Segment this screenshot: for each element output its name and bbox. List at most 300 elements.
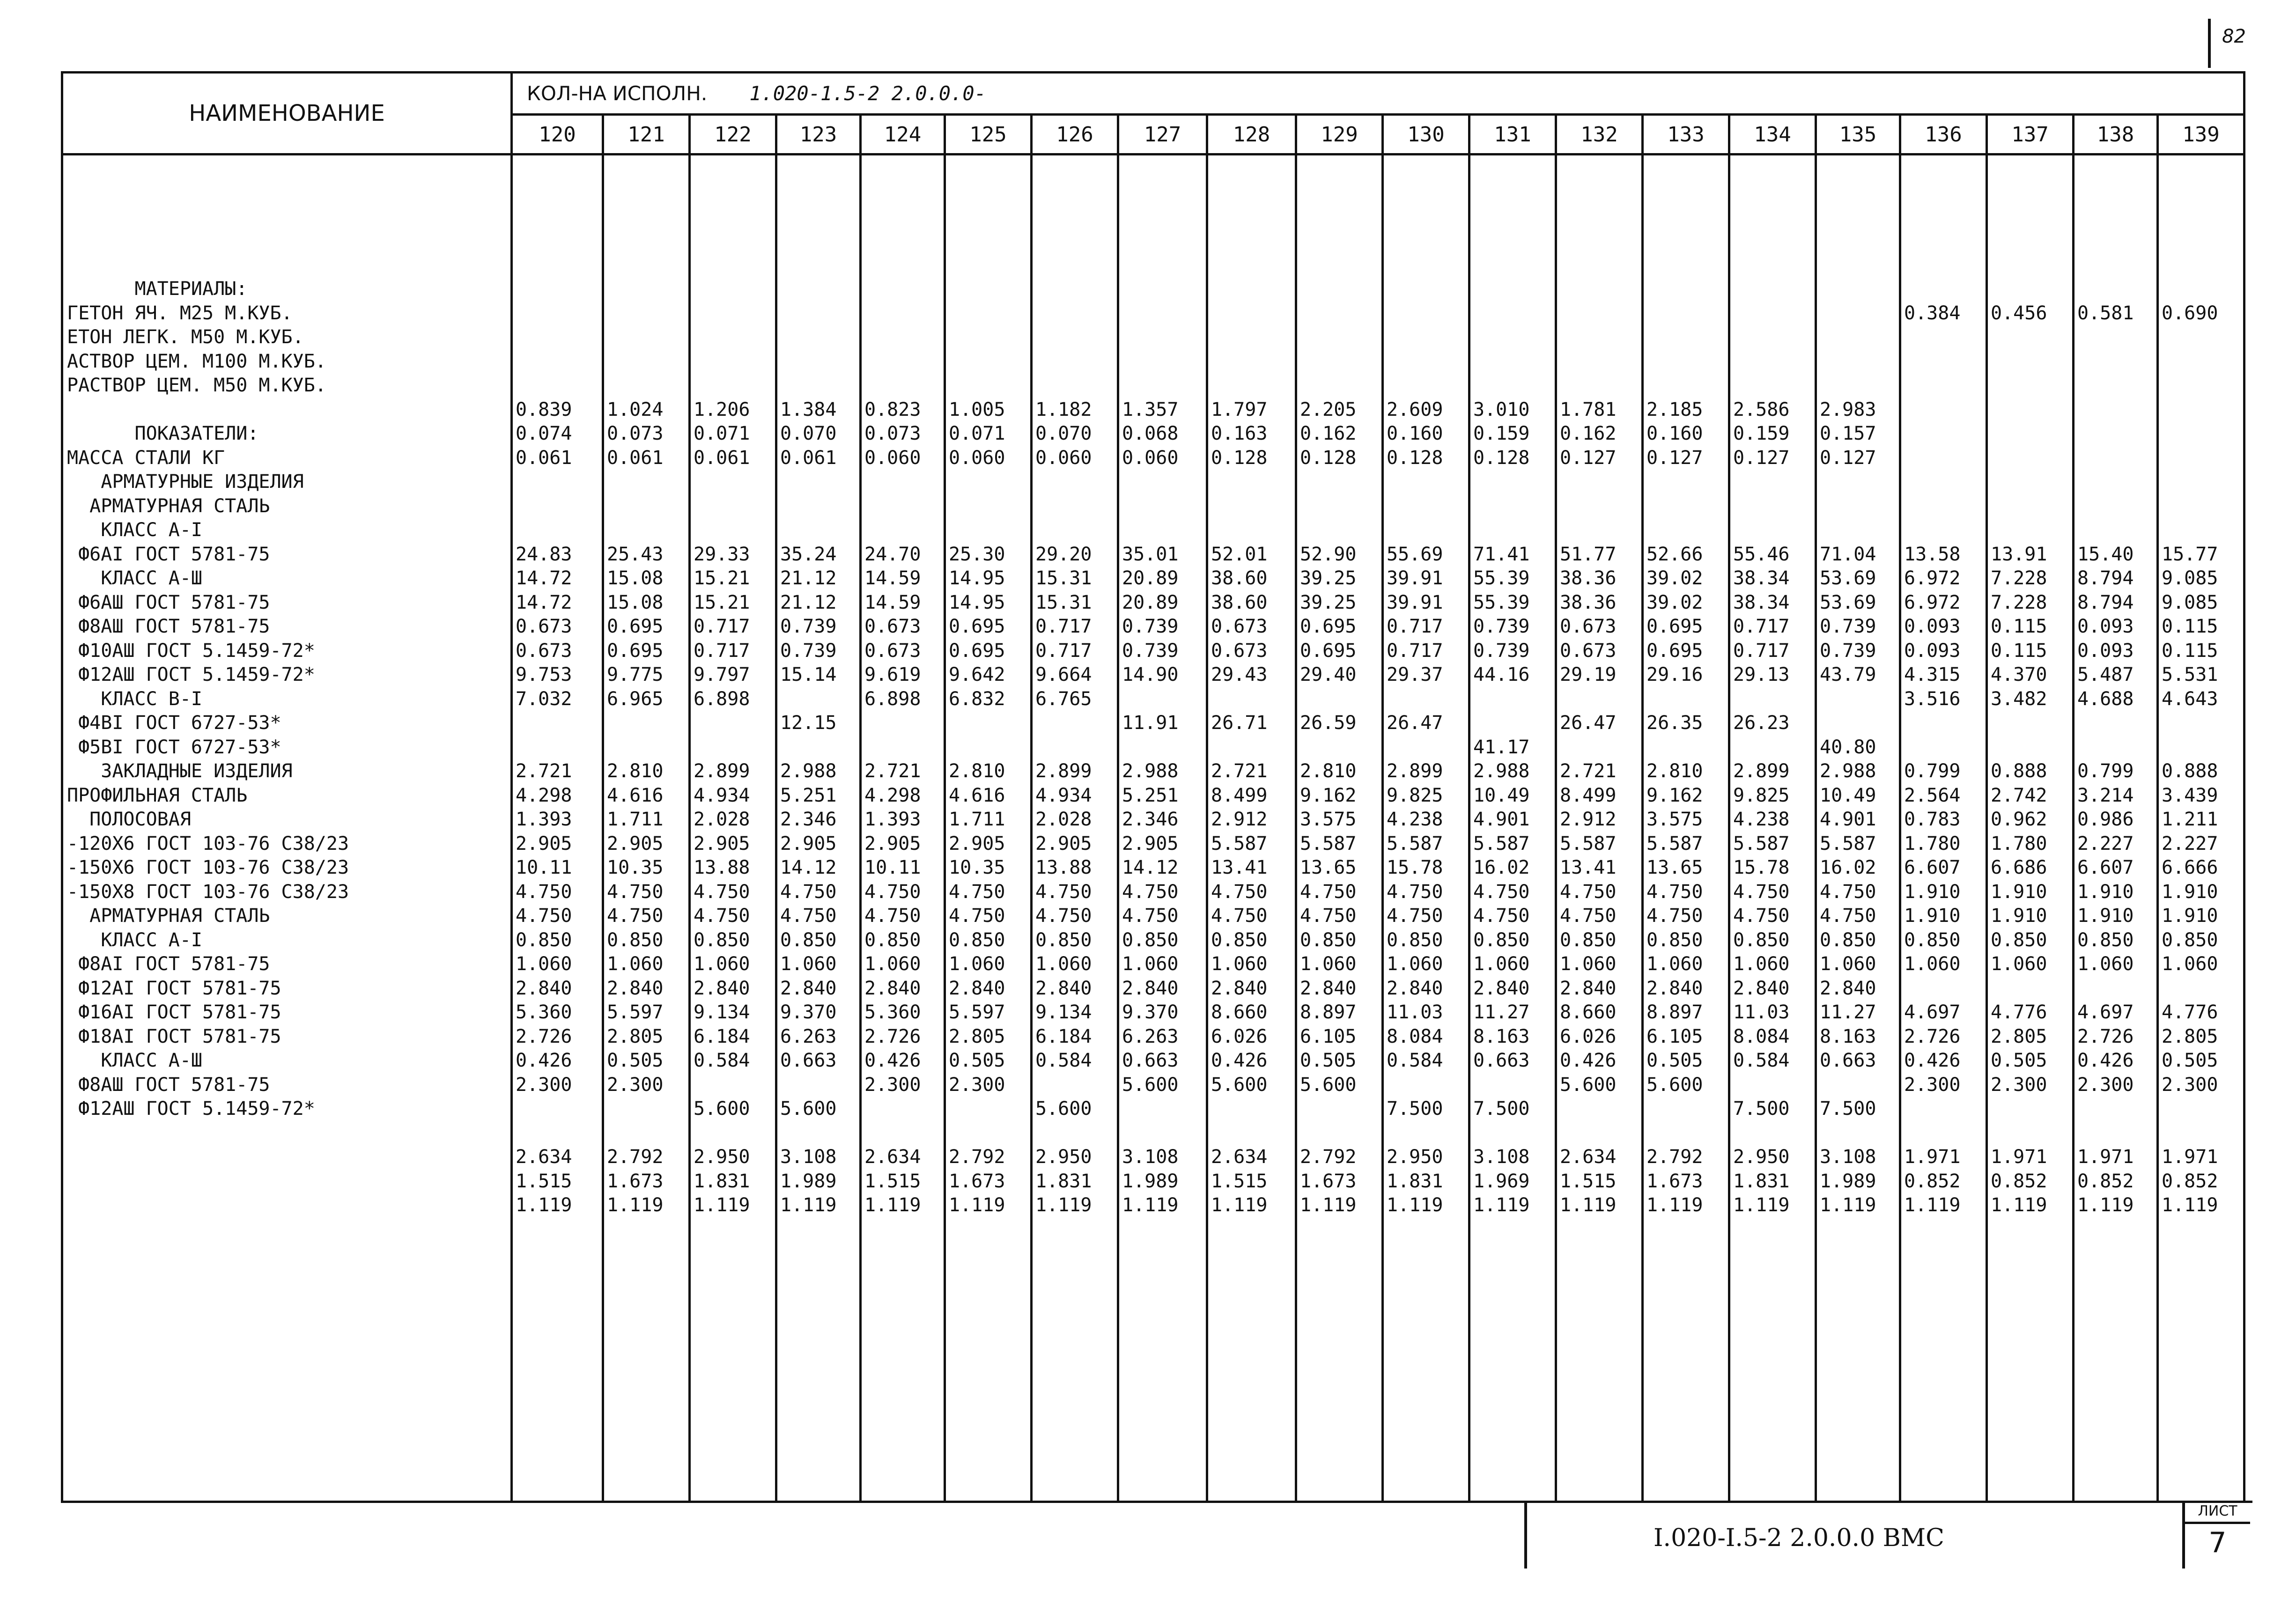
value-cell bbox=[1473, 1073, 1555, 1097]
value-cell bbox=[1991, 277, 2072, 302]
value-cell: 21.12 bbox=[780, 567, 837, 589]
value-cell bbox=[1904, 736, 1986, 760]
value-cell: 0.850 bbox=[2077, 929, 2134, 951]
value-column bbox=[1900, 155, 1987, 1502]
value-cell: 6.105 bbox=[1300, 1025, 1357, 1047]
value-cell bbox=[607, 1121, 688, 1146]
value-column bbox=[1556, 155, 1643, 1502]
value-cell bbox=[2162, 518, 2243, 543]
value-cell: 71.41 bbox=[1473, 543, 1530, 565]
value-cell: 0.159 bbox=[1473, 423, 1530, 444]
value-cell: 1.910 bbox=[2077, 881, 2134, 903]
value-cell: 0.695 bbox=[949, 640, 1005, 662]
value-cell: 2.840 bbox=[949, 977, 1005, 999]
value-cell: 15.40 bbox=[2077, 543, 2134, 565]
value-cell: 6.184 bbox=[694, 1025, 750, 1047]
value-cell bbox=[1904, 711, 1986, 736]
value-cell: 2.634 bbox=[516, 1146, 572, 1168]
value-cell: 0.888 bbox=[2162, 760, 2218, 782]
value-cell: 1.119 bbox=[1473, 1194, 1530, 1216]
value-cell bbox=[1991, 325, 2072, 350]
value-cell: 1.060 bbox=[2162, 953, 2218, 975]
value-cell bbox=[1733, 736, 1815, 760]
value-cell: 0.799 bbox=[2077, 760, 2134, 782]
value-cell bbox=[2077, 1121, 2156, 1146]
value-cell bbox=[1820, 687, 1899, 712]
value-cell: 71.04 bbox=[1820, 543, 1876, 565]
value-cell: 41.17 bbox=[1473, 736, 1530, 758]
value-cell: 5.487 bbox=[2077, 664, 2134, 685]
value-cell: 4.750 bbox=[1211, 881, 1268, 903]
value-cell: 0.850 bbox=[1560, 929, 1617, 951]
value-cell: 8.084 bbox=[1733, 1025, 1790, 1047]
value-cell bbox=[1122, 1097, 1206, 1121]
value-cell bbox=[694, 374, 775, 398]
value-cell: 4.750 bbox=[1560, 881, 1617, 903]
value-cell bbox=[1733, 277, 1815, 302]
value-cell bbox=[1646, 374, 1728, 398]
value-cell bbox=[1473, 711, 1555, 736]
value-cell bbox=[1904, 422, 1986, 446]
row-name bbox=[67, 398, 510, 422]
value-cell: 20.89 bbox=[1122, 567, 1179, 589]
value-cell bbox=[864, 374, 944, 398]
value-cell: 8.794 bbox=[2077, 567, 2134, 589]
value-cell: 0.850 bbox=[516, 929, 572, 951]
value-cell: 2.840 bbox=[1733, 977, 1790, 999]
value-cell bbox=[1473, 302, 1555, 326]
value-cell bbox=[1904, 325, 1986, 350]
value-cell: 2.905 bbox=[694, 832, 750, 854]
row-name: Ф12АI ГОСТ 5781-75 bbox=[67, 977, 281, 999]
value-cell bbox=[780, 1121, 859, 1146]
value-cell: 0.695 bbox=[1300, 616, 1357, 637]
value-cell: 35.01 bbox=[1122, 543, 1179, 565]
value-cell: 15.21 bbox=[694, 567, 750, 589]
value-cell: 8.897 bbox=[1300, 1002, 1357, 1023]
value-cell: 0.426 bbox=[1211, 1050, 1268, 1071]
value-cell: 13.91 bbox=[1991, 543, 2047, 565]
value-cell bbox=[1122, 302, 1206, 326]
value-cell bbox=[1300, 736, 1381, 760]
value-cell: 1.969 bbox=[1473, 1170, 1530, 1192]
value-cell: 0.093 bbox=[1904, 640, 1961, 662]
value-cell: 14.59 bbox=[864, 567, 921, 589]
value-cell: 0.852 bbox=[1904, 1170, 1961, 1192]
value-cell: 2.950 bbox=[1733, 1146, 1790, 1168]
value-cell: 1.711 bbox=[949, 809, 1005, 830]
value-cell: 4.688 bbox=[2077, 688, 2134, 710]
value-cell: 2.792 bbox=[1646, 1146, 1703, 1168]
value-column bbox=[690, 155, 776, 1502]
value-cell: 5.251 bbox=[1122, 784, 1179, 806]
value-cell: 13.65 bbox=[1300, 857, 1357, 878]
value-cell bbox=[694, 494, 775, 519]
column-header: 131 bbox=[1469, 115, 1556, 155]
value-cell: 9.642 bbox=[949, 664, 1005, 685]
value-cell bbox=[1473, 325, 1555, 350]
column-header: 126 bbox=[1032, 115, 1118, 155]
value-cell bbox=[1387, 374, 1468, 398]
value-cell bbox=[864, 470, 944, 494]
value-cell: 5.587 bbox=[1820, 832, 1876, 854]
value-cell bbox=[694, 277, 775, 302]
value-cell bbox=[1300, 350, 1381, 374]
value-cell: 2.840 bbox=[516, 977, 572, 999]
value-cell bbox=[2162, 1097, 2243, 1121]
value-cell: 1.989 bbox=[780, 1170, 837, 1192]
value-cell bbox=[1733, 350, 1815, 374]
value-cell: 38.34 bbox=[1733, 591, 1790, 613]
value-cell: 1.119 bbox=[1035, 1194, 1092, 1216]
value-cell: 6.965 bbox=[607, 688, 664, 710]
value-cell: 4.750 bbox=[607, 881, 664, 903]
value-cell: 8.163 bbox=[1820, 1025, 1876, 1047]
value-cell: 0.717 bbox=[1035, 616, 1092, 637]
value-cell: 1.910 bbox=[1991, 905, 2047, 927]
value-cell: 1.119 bbox=[1387, 1194, 1443, 1216]
value-cell bbox=[1300, 687, 1381, 712]
value-cell bbox=[516, 302, 602, 326]
value-cell bbox=[1991, 374, 2072, 398]
value-cell: 1.119 bbox=[1560, 1194, 1617, 1216]
value-cell: 13.88 bbox=[694, 857, 750, 878]
value-cell bbox=[1300, 302, 1381, 326]
value-cell bbox=[1991, 446, 2072, 471]
value-cell: 0.115 bbox=[1991, 640, 2047, 662]
value-cell: 4.750 bbox=[1035, 881, 1092, 903]
value-cell: 13.58 bbox=[1904, 543, 1961, 565]
value-cell: 2.346 bbox=[1122, 809, 1179, 830]
value-cell bbox=[1820, 711, 1899, 736]
value-cell: 11.03 bbox=[1733, 1002, 1790, 1023]
value-cell: 6.263 bbox=[1122, 1025, 1179, 1047]
value-cell bbox=[1387, 277, 1468, 302]
column-header: 129 bbox=[1296, 115, 1383, 155]
row-name: ГЕТОН ЯЧ. М25 М.КУБ. bbox=[67, 302, 293, 324]
value-cell bbox=[1904, 1097, 1986, 1121]
value-cell: 0.127 bbox=[1560, 447, 1617, 469]
value-cell: 2.899 bbox=[1387, 760, 1443, 782]
value-cell bbox=[949, 302, 1030, 326]
value-cell: 1.515 bbox=[1560, 1170, 1617, 1192]
value-cell: 2.840 bbox=[1211, 977, 1268, 999]
value-cell bbox=[1733, 325, 1815, 350]
value-cell: 2.983 bbox=[1820, 398, 1876, 420]
value-cell: 9.797 bbox=[694, 664, 750, 685]
value-cell: 38.36 bbox=[1560, 591, 1617, 613]
value-cell: 2.905 bbox=[780, 832, 837, 854]
value-column bbox=[2158, 155, 2244, 1502]
value-cell bbox=[1560, 1097, 1641, 1121]
value-cell: 0.986 bbox=[2077, 809, 2134, 830]
value-cell: 7.228 bbox=[1991, 591, 2047, 613]
value-cell bbox=[2162, 494, 2243, 519]
header-name-label: НАИМЕНОВАНИЕ bbox=[189, 100, 385, 126]
value-cell: 3.108 bbox=[1473, 1146, 1530, 1168]
column-header: 122 bbox=[690, 115, 776, 155]
value-cell bbox=[1904, 470, 1986, 494]
row-name: АРМАТУРНАЯ СТАЛЬ bbox=[67, 905, 270, 927]
value-cell bbox=[1646, 470, 1728, 494]
value-cell: 0.717 bbox=[1035, 640, 1092, 662]
value-cell: 1.060 bbox=[780, 953, 837, 975]
value-cell: 1.119 bbox=[1733, 1194, 1790, 1216]
value-column bbox=[1118, 155, 1207, 1502]
value-cell bbox=[1646, 277, 1728, 302]
value-cell: 1.989 bbox=[1820, 1170, 1876, 1192]
value-cell: 38.36 bbox=[1560, 567, 1617, 589]
value-cell bbox=[1560, 325, 1641, 350]
value-cell: 5.600 bbox=[1211, 1074, 1268, 1096]
value-cell bbox=[1035, 374, 1117, 398]
value-cell: 24.70 bbox=[864, 543, 921, 565]
value-cell: 4.750 bbox=[607, 905, 664, 927]
value-column bbox=[1207, 155, 1296, 1502]
value-cell: 2.810 bbox=[1646, 760, 1703, 782]
value-cell bbox=[2162, 277, 2243, 302]
value-cell bbox=[607, 350, 688, 374]
value-cell bbox=[1991, 1097, 2072, 1121]
value-column bbox=[603, 155, 690, 1502]
value-cell: 51.77 bbox=[1560, 543, 1617, 565]
value-cell: 0.799 bbox=[1904, 760, 1961, 782]
value-cell: 2.300 bbox=[2162, 1074, 2218, 1096]
column-header: 125 bbox=[945, 115, 1032, 155]
value-cell: 0.505 bbox=[1300, 1050, 1357, 1071]
value-cell: 0.663 bbox=[1473, 1050, 1530, 1071]
value-cell bbox=[1122, 1121, 1206, 1146]
value-cell bbox=[1473, 494, 1555, 519]
value-cell bbox=[1211, 374, 1295, 398]
value-cell bbox=[780, 325, 859, 350]
value-cell bbox=[694, 736, 775, 760]
value-cell: 4.750 bbox=[1733, 905, 1790, 927]
value-cell: 26.23 bbox=[1733, 712, 1790, 734]
value-cell bbox=[2162, 977, 2243, 1001]
value-column bbox=[1032, 155, 1118, 1502]
value-cell bbox=[1904, 350, 1986, 374]
value-cell: 1.206 bbox=[694, 398, 750, 420]
value-cell: 1.060 bbox=[1122, 953, 1179, 975]
value-cell: 0.068 bbox=[1122, 423, 1179, 444]
value-cell: 15.77 bbox=[2162, 543, 2218, 565]
value-cell: 1.393 bbox=[516, 809, 572, 830]
value-cell: 2.840 bbox=[607, 977, 664, 999]
value-cell: 1.971 bbox=[1904, 1146, 1961, 1168]
value-cell bbox=[1904, 518, 1986, 543]
value-cell bbox=[864, 736, 944, 760]
value-cell: 4.750 bbox=[516, 905, 572, 927]
value-cell bbox=[1300, 1121, 1381, 1146]
value-cell bbox=[1991, 711, 2072, 736]
value-cell bbox=[516, 325, 602, 350]
value-cell: 3.516 bbox=[1904, 688, 1961, 710]
value-cell bbox=[1904, 398, 1986, 422]
value-cell: 2.840 bbox=[1560, 977, 1617, 999]
value-cell: 5.587 bbox=[1300, 832, 1357, 854]
value-cell: 1.711 bbox=[607, 809, 664, 830]
value-cell: 1.060 bbox=[1991, 953, 2047, 975]
value-cell bbox=[607, 374, 688, 398]
value-cell bbox=[516, 350, 602, 374]
value-cell: 9.134 bbox=[1035, 1002, 1092, 1023]
value-cell: 1.060 bbox=[1904, 953, 1961, 975]
value-cell: 10.49 bbox=[1473, 784, 1530, 806]
value-cell bbox=[1991, 398, 2072, 422]
column-header: 137 bbox=[1987, 115, 2074, 155]
value-cell bbox=[1733, 518, 1815, 543]
value-cell: 40.80 bbox=[1820, 736, 1876, 758]
value-cell: 4.750 bbox=[1820, 881, 1876, 903]
value-cell bbox=[2077, 736, 2156, 760]
value-cell bbox=[2077, 977, 2156, 1001]
value-cell bbox=[1035, 325, 1117, 350]
value-cell: 2.028 bbox=[694, 809, 750, 830]
value-cell bbox=[1211, 350, 1295, 374]
value-cell: 14.72 bbox=[516, 567, 572, 589]
value-cell bbox=[949, 494, 1030, 519]
value-cell bbox=[1646, 518, 1728, 543]
value-cell bbox=[516, 494, 602, 519]
value-cell: 4.750 bbox=[1211, 905, 1268, 927]
value-cell: 14.12 bbox=[780, 857, 837, 878]
value-cell: 4.750 bbox=[1646, 905, 1703, 927]
value-cell: 8.897 bbox=[1646, 1002, 1703, 1023]
value-cell: 0.739 bbox=[1473, 640, 1530, 662]
value-cell bbox=[1387, 325, 1468, 350]
value-cell: 29.13 bbox=[1733, 664, 1790, 685]
value-cell: 0.850 bbox=[1035, 929, 1092, 951]
value-cell: 2.805 bbox=[607, 1025, 664, 1047]
value-cell: 5.587 bbox=[1733, 832, 1790, 854]
value-cell: 0.695 bbox=[607, 616, 664, 637]
value-cell: 1.910 bbox=[1904, 905, 1961, 927]
value-cell: 15.78 bbox=[1733, 857, 1790, 878]
column-header: 132 bbox=[1556, 115, 1643, 155]
value-cell: 2.609 bbox=[1387, 398, 1443, 420]
value-cell: 0.739 bbox=[1473, 616, 1530, 637]
value-cell bbox=[2077, 277, 2156, 302]
value-column bbox=[512, 155, 603, 1502]
value-cell: 6.263 bbox=[780, 1025, 837, 1047]
value-cell bbox=[1211, 1121, 1295, 1146]
value-cell: 2.205 bbox=[1300, 398, 1357, 420]
value-cell: 0.505 bbox=[949, 1050, 1005, 1071]
value-cell: 1.060 bbox=[1646, 953, 1703, 975]
value-cell bbox=[1646, 1097, 1728, 1121]
value-cell: 0.160 bbox=[1646, 423, 1703, 444]
value-cell bbox=[1122, 350, 1206, 374]
row-name: Ф8АШ ГОСТ 5781-75 bbox=[67, 1074, 270, 1096]
value-cell: 26.47 bbox=[1560, 712, 1617, 734]
row-name: -150Х8 ГОСТ 103-76 С38/23 bbox=[67, 881, 349, 903]
value-column bbox=[1729, 155, 1816, 1502]
value-cell: 0.505 bbox=[1991, 1050, 2047, 1071]
value-cell: 0.850 bbox=[1300, 929, 1357, 951]
row-name: КЛАСС А-I bbox=[67, 519, 202, 541]
value-cell bbox=[607, 325, 688, 350]
document-code: I.020-I.5-2 2.0.0.0 ВМС bbox=[1654, 1524, 1944, 1552]
value-cell bbox=[1387, 1121, 1468, 1146]
value-cell: 5.531 bbox=[2162, 664, 2218, 685]
value-cell: 15.31 bbox=[1035, 567, 1092, 589]
value-cell: 38.34 bbox=[1733, 567, 1790, 589]
value-cell bbox=[1211, 277, 1295, 302]
value-cell: 4.697 bbox=[1904, 1002, 1961, 1023]
value-cell: 2.840 bbox=[1035, 977, 1092, 999]
value-cell: 0.739 bbox=[1122, 640, 1179, 662]
value-cell: 6.832 bbox=[949, 688, 1005, 710]
value-cell: 6.666 bbox=[2162, 857, 2218, 878]
value-cell: 7.500 bbox=[1820, 1098, 1876, 1119]
value-cell: 0.852 bbox=[2162, 1170, 2218, 1192]
value-cell: 29.16 bbox=[1646, 664, 1703, 685]
value-cell: 11.03 bbox=[1387, 1002, 1443, 1023]
value-cell: 1.060 bbox=[864, 953, 921, 975]
value-cell bbox=[516, 518, 602, 543]
value-cell: 7.032 bbox=[516, 688, 572, 710]
value-cell bbox=[1904, 977, 1986, 1001]
value-cell: 0.783 bbox=[1904, 809, 1961, 830]
value-cell bbox=[1473, 1121, 1555, 1146]
value-cell: 2.634 bbox=[864, 1146, 921, 1168]
value-cell: 0.160 bbox=[1387, 423, 1443, 444]
value-cell: 0.060 bbox=[864, 447, 921, 469]
value-cell bbox=[1035, 1121, 1117, 1146]
value-cell: 2.899 bbox=[1035, 760, 1092, 782]
row-name: ПРОФИЛЬНАЯ СТАЛЬ bbox=[67, 784, 248, 806]
value-cell: 0.426 bbox=[516, 1050, 572, 1071]
value-cell bbox=[949, 1121, 1030, 1146]
value-cell: 14.90 bbox=[1122, 664, 1179, 685]
value-cell: 15.21 bbox=[694, 591, 750, 613]
value-cell bbox=[2162, 350, 2243, 374]
value-cell: 1.971 bbox=[2077, 1146, 2134, 1168]
value-cell: 1.060 bbox=[949, 953, 1005, 975]
value-cell: 2.810 bbox=[1300, 760, 1357, 782]
value-cell: 0.850 bbox=[694, 929, 750, 951]
value-cell: 0.426 bbox=[2077, 1050, 2134, 1071]
value-cell: 0.115 bbox=[1991, 616, 2047, 637]
value-cell bbox=[2162, 398, 2243, 422]
row-name: КЛАСС А-Ш bbox=[67, 1050, 202, 1071]
value-cell: 0.850 bbox=[1820, 929, 1876, 951]
value-cell: 9.664 bbox=[1035, 664, 1092, 685]
value-cell: 43.79 bbox=[1820, 664, 1876, 685]
row-name: Ф8АI ГОСТ 5781-75 bbox=[67, 953, 270, 975]
value-cell: 6.026 bbox=[1560, 1025, 1617, 1047]
value-cell: 4.901 bbox=[1820, 809, 1876, 830]
value-cell bbox=[1035, 736, 1117, 760]
value-cell bbox=[949, 470, 1030, 494]
value-cell bbox=[949, 518, 1030, 543]
value-cell: 1.060 bbox=[516, 953, 572, 975]
value-cell: 39.91 bbox=[1387, 567, 1443, 589]
value-cell: 8.163 bbox=[1473, 1025, 1530, 1047]
value-cell: 0.071 bbox=[694, 423, 750, 444]
value-cell: 2.726 bbox=[864, 1025, 921, 1047]
value-cell bbox=[1387, 736, 1468, 760]
value-cell: 39.02 bbox=[1646, 591, 1703, 613]
value-cell: 1.119 bbox=[1211, 1194, 1268, 1216]
value-cell bbox=[864, 1097, 944, 1121]
value-cell bbox=[2162, 422, 2243, 446]
value-cell bbox=[1211, 518, 1295, 543]
value-cell: 0.115 bbox=[2162, 640, 2218, 662]
value-cell bbox=[694, 325, 775, 350]
column-header: 130 bbox=[1383, 115, 1469, 155]
